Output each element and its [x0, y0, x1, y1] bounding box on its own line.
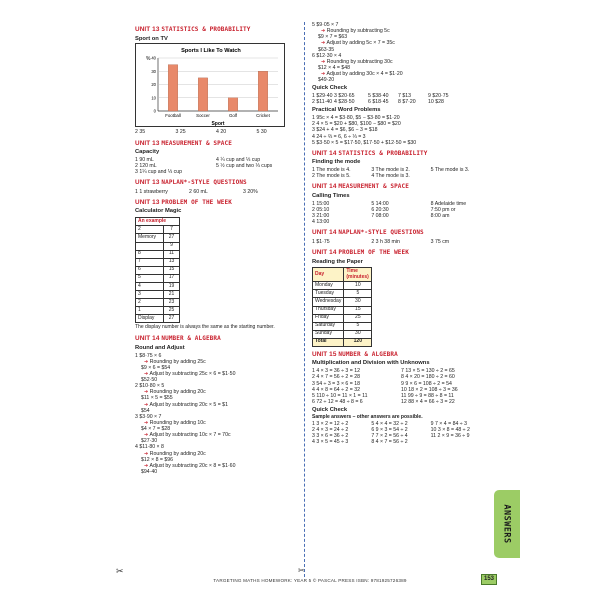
- table-row: [136, 307, 180, 315]
- calling-time-answer: 7:50 pm or: [430, 206, 456, 213]
- y-tick-label: 0: [153, 108, 156, 114]
- table-cell: 120: [344, 338, 372, 346]
- calling-times-answers: [312, 201, 490, 226]
- qc2-col-1: [312, 421, 371, 446]
- unit-name: NAPLAN*-STYLE QUESTIONS: [161, 179, 247, 187]
- unit-label: UNIT 14: [312, 183, 337, 191]
- table-cell: 5: [136, 274, 164, 282]
- arrow-icon: ➜: [144, 419, 149, 426]
- table-row: [313, 330, 372, 338]
- table-cell: [136, 242, 164, 250]
- unit-name: PROBLEM OF THE WEEK: [338, 248, 409, 256]
- table-cell: 5: [344, 290, 372, 298]
- x-tick-label: Cricket: [256, 113, 270, 119]
- working-line: ➜ Adjust by subtracting 20c × 5 = $1: [144, 401, 228, 408]
- unit14-naplan-heading: [312, 229, 490, 237]
- quick-check-answer: 6 $18·45: [368, 99, 389, 106]
- quick-check-answer: 6 9 × 3 = 54 ÷ 2: [371, 426, 408, 433]
- working-line: ➜ Rounding by adding 20c: [144, 450, 206, 457]
- header-cell: Time (minutes): [344, 268, 372, 282]
- naplan-answers: [135, 189, 297, 195]
- table-row: [313, 290, 372, 298]
- table-row: [136, 250, 180, 258]
- bar: [228, 98, 238, 111]
- quick-check-answer: 1 3 × 2 = 12 ÷ 2: [312, 420, 349, 427]
- unit-name: MEASUREMENT & SPACE: [338, 183, 409, 191]
- naplan-answer: 3 20%: [243, 188, 258, 195]
- x-tick-label: Soccer: [196, 113, 210, 119]
- working-line: $27·30: [141, 438, 158, 445]
- table-cell: 8: [136, 250, 164, 258]
- reading-paper-subhead: Reading the Paper: [312, 258, 363, 265]
- quick-check-answer: 10 3 × 8 = 48 ÷ 2: [430, 426, 470, 433]
- calling-col-3: [431, 201, 490, 226]
- unit-label: UNIT 13: [135, 139, 160, 147]
- mult-div-col-2: [401, 368, 490, 405]
- table-cell: 27: [164, 234, 180, 242]
- table-cell: 7: [164, 226, 180, 234]
- quick-check-answer: 3 3 × 6 = 36 ÷ 2: [312, 433, 349, 440]
- capacity-answer: 4 ¼ cup and ⅓ cup: [216, 156, 261, 163]
- quick-check-answer: 2 $11·40: [312, 99, 333, 106]
- quick-check-answer: 2 4 × 3 = 24 ÷ 2: [312, 426, 349, 433]
- table-cell: 30: [344, 298, 372, 306]
- table-cell: Wednesday: [313, 298, 344, 306]
- quick-check-answer: 9 $20·75: [428, 93, 449, 100]
- unit-label: UNIT 14: [312, 229, 337, 237]
- quick-check-2-answers: [312, 421, 490, 446]
- calling-times-subhead: Calling Times: [312, 192, 350, 199]
- table-cell: Saturday: [313, 322, 344, 330]
- unit-name: STATISTICS & PROBABILITY: [338, 149, 428, 157]
- table-cell: 2: [136, 226, 164, 234]
- bar: [198, 78, 208, 111]
- unit13-potw-heading: [135, 199, 297, 207]
- table-row: [136, 234, 180, 242]
- mode-answers: [312, 167, 490, 179]
- working-line: $12 × 4 = $48: [318, 64, 351, 71]
- working-line: $12 × 8 = $96: [141, 456, 174, 463]
- quick-check-grid: [312, 93, 490, 105]
- table-cell: Total: [313, 338, 344, 346]
- table-row: [136, 299, 180, 307]
- arrow-icon: ➜: [321, 58, 326, 65]
- calculator-magic-table: [135, 217, 180, 323]
- mult-div-answer: 5 110 ÷ 10 = 11 × 1 = 11: [312, 392, 368, 399]
- mode-answer: 1 The mode is 4.: [312, 167, 351, 174]
- word-problems-subhead: Practical Word Problems: [312, 107, 381, 114]
- mult-div-answer: 11 99 ÷ 9 = 88 ÷ 8 = 11: [401, 392, 454, 399]
- table-cell: 25: [344, 314, 372, 322]
- stats-answer: 4 20: [216, 129, 227, 136]
- naplan14-answers: [312, 239, 490, 245]
- arrow-icon: ➜: [144, 358, 149, 365]
- x-axis-label: Sport: [211, 121, 225, 128]
- quick-check-answer: 7 $13: [398, 93, 411, 100]
- table-row: [313, 314, 372, 322]
- calling-time-answer: 8:00 am: [430, 213, 450, 220]
- table-cell: Tuesday: [313, 290, 344, 298]
- working-line: ➜ Adjust by adding 5c × 7 = 35c: [321, 40, 395, 47]
- unit-label: UNIT 14: [135, 335, 160, 343]
- working-line: $11 × 5 = $55: [141, 395, 173, 402]
- word-problem-answer: 4 24 ÷ ⅔ = 6, 6 ÷ ⅓ = 3: [312, 133, 366, 140]
- unit13-meas-heading: [135, 140, 297, 148]
- working-line: $94·40: [141, 468, 158, 475]
- qc2-col-3: [431, 421, 490, 446]
- mult-div-answer: 12 88 × 4 = 66 ÷ 3 = 22: [401, 398, 455, 405]
- mode-answer: 5 The mode is 3.: [430, 167, 470, 174]
- calling-time-answer: 6 20:30: [371, 206, 389, 213]
- calling-time-answer: 2 05:10: [312, 206, 330, 213]
- capacity-subhead: Capacity: [135, 149, 160, 156]
- stats-answer: 2 35: [135, 129, 146, 136]
- table-row: [136, 258, 180, 266]
- working-line: 6 $12·30 × 4: [312, 52, 342, 59]
- mult-div-answer: 2 4 × 7 = 56 ÷ 2 = 28: [312, 374, 360, 381]
- mult-div-answer: 9 9 × 6 = 108 ÷ 2 = 54: [401, 380, 452, 387]
- working-line: ➜ Adjust by subtracting 20c × 8 = $1·60: [144, 462, 236, 469]
- unit-label: UNIT 13: [135, 198, 160, 206]
- arrow-icon: ➜: [321, 40, 326, 47]
- table-cell: 7: [136, 258, 164, 266]
- mult-div-subhead: Multiplication and Division with Unknowns: [312, 360, 430, 367]
- capacity-answer: 5 ½ cup and two ⅓ cups: [216, 163, 273, 169]
- word-problem-answer: 3 $24 + 4 = $6, $6 − 3 = $18: [312, 127, 378, 134]
- mult-div-answer: 8 4 × 20 = 180 ÷ 2 = 60: [401, 374, 455, 381]
- example-label: An example: [136, 218, 180, 226]
- mode-answer: [431, 173, 490, 179]
- quick-check-answer: 7 7 × 2 = 56 ÷ 4: [371, 433, 408, 440]
- capacity-col-2: [216, 157, 297, 175]
- page-number: 153: [481, 574, 497, 585]
- unit14-num-heading: [135, 335, 297, 343]
- calling-time-answer: 8 Adelaide time: [430, 200, 467, 207]
- arrow-icon: ➜: [321, 28, 326, 35]
- capacity-answer: 1 90 mL: [135, 156, 154, 163]
- unit14-stats-heading: [312, 150, 490, 158]
- unit-label: UNIT 14: [312, 248, 337, 256]
- header-cell: Day: [313, 268, 344, 282]
- x-tick-label: Football: [165, 113, 181, 119]
- quick-check-answer: 8 $7·20: [398, 99, 416, 106]
- sports-bar-chart: [135, 43, 285, 127]
- scissors-icon: ✂: [116, 566, 124, 576]
- arrow-icon: ➜: [144, 401, 149, 408]
- table-row: [136, 226, 180, 234]
- mode-answer: 3 The mode is 2.: [371, 167, 410, 174]
- left-column: [135, 22, 297, 475]
- capacity-answers: [135, 157, 297, 175]
- arrow-icon: ➜: [321, 71, 326, 77]
- word-problem-answer: 1 95c × 4 = $3·80, $5 − $3·80 = $1·20: [312, 115, 400, 122]
- table-row: [136, 242, 180, 250]
- working-line: ➜ Rounding by adding 20c: [144, 389, 206, 396]
- unit-label: UNIT 13: [135, 179, 160, 187]
- unit-name: NAPLAN*-STYLE QUESTIONS: [338, 229, 424, 237]
- y-tick-label: 30: [151, 69, 156, 75]
- quick-check-answer: 3 $20·65: [334, 93, 355, 100]
- calling-col-1: [312, 201, 371, 226]
- working-line: $52·50: [141, 377, 158, 384]
- mult-div-answer: 1 4 × 3 = 36 ÷ 3 = 12: [312, 368, 360, 375]
- arrow-icon: ➜: [144, 450, 149, 457]
- working-line: ➜ Rounding by subtracting 5c: [321, 28, 390, 35]
- x-tick-label: Golf: [228, 113, 238, 119]
- table-cell: 19: [164, 282, 180, 290]
- reading-paper-table: [312, 267, 372, 347]
- capacity-col-1: [135, 157, 216, 175]
- table-cell: 5: [344, 322, 372, 330]
- arrow-icon: ➜: [144, 432, 149, 439]
- working-line: $9 × 6 = $54: [141, 364, 171, 371]
- capacity-answer: 2 120 mL: [135, 163, 157, 169]
- round-adjust-subhead: Round and Adjust: [135, 344, 185, 351]
- mult-div-answers: [312, 368, 490, 405]
- table-cell: 1: [136, 307, 164, 315]
- bar: [258, 72, 268, 112]
- quick-check-answer: 5 4 × 4 = 32 ÷ 2: [371, 420, 408, 427]
- arrow-icon: ➜: [144, 462, 149, 469]
- table-cell: 15: [344, 306, 372, 314]
- calling-time-answer: 3 21:00: [312, 213, 330, 220]
- unit13-stats-heading: [135, 26, 297, 34]
- unit-label: UNIT 15: [312, 350, 337, 358]
- quick-check-answer: 4 3 × 5 = 45 ÷ 3: [312, 439, 349, 446]
- round-adjust-continued: [312, 22, 490, 83]
- unit15-num-heading: [312, 351, 490, 359]
- table-cell: 15: [164, 266, 180, 274]
- calculator-note: The display number is always the same as the starting number.: [135, 324, 275, 331]
- table-row: [136, 315, 180, 323]
- unit-label: UNIT 13: [135, 26, 160, 33]
- table-cell: 9: [164, 242, 180, 250]
- quick-check-answer: 8 4 × 7 = 56 ÷ 2: [371, 439, 408, 446]
- sample-note: Sample answers – other answers are possible.: [312, 413, 423, 420]
- working-line: ➜ Adjust by subtracting 10c × 7 = 70c: [144, 432, 231, 439]
- table-row: [313, 322, 372, 330]
- table-cell: 3: [136, 291, 164, 299]
- working-line: $49·20: [318, 77, 335, 84]
- unit13-naplan-heading: [135, 179, 297, 187]
- mult-div-col-1: [312, 368, 401, 405]
- naplan-answer: 3 75 cm: [430, 238, 450, 245]
- mult-div-answer: 7 13 × 5 = 130 ÷ 2 = 65: [401, 368, 455, 375]
- mult-div-answer: 4 4 × 8 = 64 ÷ 2 = 32: [312, 386, 360, 393]
- table-row: [136, 274, 180, 282]
- table-cell: 17: [164, 274, 180, 282]
- table-cell: 4: [136, 282, 164, 290]
- table-row: [136, 266, 180, 274]
- calling-col-2: [371, 201, 430, 226]
- quick-check-answer: 4 $28·50: [334, 99, 355, 106]
- table-cell: 6: [136, 266, 164, 274]
- table-cell: 30: [344, 330, 372, 338]
- naplan-answer: 2 3 h 38 min: [371, 238, 400, 245]
- unit-name: MEASUREMENT & SPACE: [161, 139, 232, 147]
- quick-check-answer: 5 $38·40: [368, 93, 389, 100]
- working-line: 4 $11·80 × 8: [135, 444, 164, 451]
- unit-name: PROBLEM OF THE WEEK: [161, 198, 232, 206]
- working-line: $4 × 7 = $28: [141, 426, 171, 433]
- working-line: ➜ Rounding by subtracting 30c: [321, 58, 393, 65]
- working-line: $63·35: [318, 46, 335, 53]
- working-line: $54: [141, 407, 150, 414]
- stats-answer: 5 30: [256, 129, 267, 136]
- naplan-answer: 1 1 strawberry: [135, 188, 168, 195]
- quick-check-subhead: Quick Check: [312, 85, 348, 92]
- qc2-col-2: [371, 421, 430, 446]
- calling-time-answer: 1 15:00: [312, 200, 330, 207]
- stats-answers-row: [135, 129, 297, 135]
- table-cell: 27: [164, 315, 180, 323]
- page-footer: TARGETING MATHS HOMEWORK: YEAR 5 © PASCAL PRESS ISBN: 9781925726389: [213, 578, 407, 583]
- word-problem-answer: 2 4 × 5 = $20 + $80, $100 − $80 = $20: [312, 121, 401, 128]
- quick-check-answer: 1 $29·40: [312, 93, 333, 100]
- table-cell: Display: [136, 315, 164, 323]
- y-tick-label: 20: [151, 82, 156, 88]
- calling-time-answer: 4 13:00: [312, 219, 330, 226]
- mult-div-answer: 3 54 ÷ 3 = 3 × 6 = 18: [312, 380, 360, 387]
- finding-mode-subhead: Finding the mode: [312, 159, 361, 166]
- column-divider: [304, 22, 305, 577]
- working-line: ➜ Rounding by adding 25c: [144, 358, 206, 365]
- arrow-icon: ➜: [144, 389, 149, 396]
- chart-title: Sports I Like To Watch: [181, 48, 241, 55]
- naplan-answer: 2 60 mL: [189, 188, 208, 195]
- working-line: ➜ Adjust by subtracting 25c × 6 = $1·50: [144, 370, 236, 377]
- working-line: $9 × 7 = $63: [318, 34, 348, 41]
- y-tick-label: 40: [151, 55, 156, 61]
- side-tab-label: ANSWERS: [502, 504, 513, 544]
- table-row: [136, 282, 180, 290]
- right-column: [312, 22, 490, 445]
- table-cell: Thursday: [313, 306, 344, 314]
- quick-check-2-subhead: Quick Check: [312, 407, 348, 414]
- table-cell: Sunday: [313, 330, 344, 338]
- working-line: 3 $3·90 × 7: [135, 413, 162, 420]
- table-row: [313, 298, 372, 306]
- working-line: 5 $9·05 × 7: [312, 22, 339, 28]
- unit-name: STATISTICS & PROBABILITY: [161, 26, 251, 33]
- table-cell: Friday: [313, 314, 344, 322]
- table-cell: 25: [164, 307, 180, 315]
- table-row: [136, 291, 180, 299]
- capacity-answer: 3 1¼ cup and ⅓ cup: [135, 169, 183, 176]
- table-cell: 13: [164, 258, 180, 266]
- round-adjust-list: [135, 353, 297, 476]
- table-cell: 21: [164, 291, 180, 299]
- total-row: [313, 338, 372, 346]
- arrow-icon: ➜: [144, 370, 149, 377]
- unit14-potw-heading: [312, 249, 490, 257]
- answers-side-tab: [494, 490, 520, 558]
- table-row: [313, 282, 372, 290]
- sports-chart-svg: [136, 44, 286, 128]
- mode-answer: 4 The mode is 3.: [371, 173, 410, 180]
- table-cell: Monday: [313, 282, 344, 290]
- table-cell: Memory: [136, 234, 164, 242]
- calling-time-answer: 7 08:00: [371, 213, 389, 220]
- mode-answer: 2 The mode is 5.: [312, 173, 351, 180]
- calling-time-answer: 5 14:00: [371, 200, 389, 207]
- unit-label: UNIT 14: [312, 149, 337, 157]
- quick-check-answer: 10 $28: [428, 99, 444, 106]
- table-row: [313, 306, 372, 314]
- table-cell: 10: [344, 282, 372, 290]
- table-cell: 2: [136, 299, 164, 307]
- table-cell: 11: [164, 250, 180, 258]
- calculator-magic-subhead: Calculator Magic: [135, 208, 182, 215]
- unit14-meas-heading: [312, 183, 490, 191]
- mult-div-answer: 10 18 × 2 = 108 ÷ 3 = 36: [401, 386, 458, 393]
- scissors-icon: ✂: [298, 566, 305, 575]
- naplan-answer: 1 $1·75: [312, 238, 330, 245]
- working-line: ➜ Adjust by adding 30c × 4 = $1·20: [321, 71, 403, 77]
- bar: [168, 65, 178, 111]
- stats-answer: 3 25: [175, 129, 186, 136]
- y-axis-label: %: [146, 56, 151, 63]
- unit-name: NUMBER & ALGEBRA: [161, 335, 221, 343]
- unit-name: NUMBER & ALGEBRA: [338, 350, 398, 358]
- working-line: 1 $8·75 × 6: [135, 352, 162, 359]
- quick-check-answer: 9 7 × 4 = 84 ÷ 3: [430, 420, 467, 427]
- working-line: 2 $10·80 × 5: [135, 383, 165, 390]
- table-cell: 23: [164, 299, 180, 307]
- working-line: ➜ Rounding by adding 10c: [144, 419, 206, 426]
- mult-div-answer: 6 72 ÷ 12 = 48 ÷ 8 = 6: [312, 398, 363, 405]
- quick-check-answer: 11 2 × 9 = 36 ÷ 9: [430, 433, 470, 440]
- word-problem-answer: 5 $3·50 × 5 = $17·50, $17·50 + $12·50 = $30: [312, 139, 417, 146]
- sport-on-tv-subhead: Sport on TV: [135, 35, 168, 42]
- word-problems-list: [312, 115, 490, 146]
- y-tick-label: 10: [151, 95, 156, 101]
